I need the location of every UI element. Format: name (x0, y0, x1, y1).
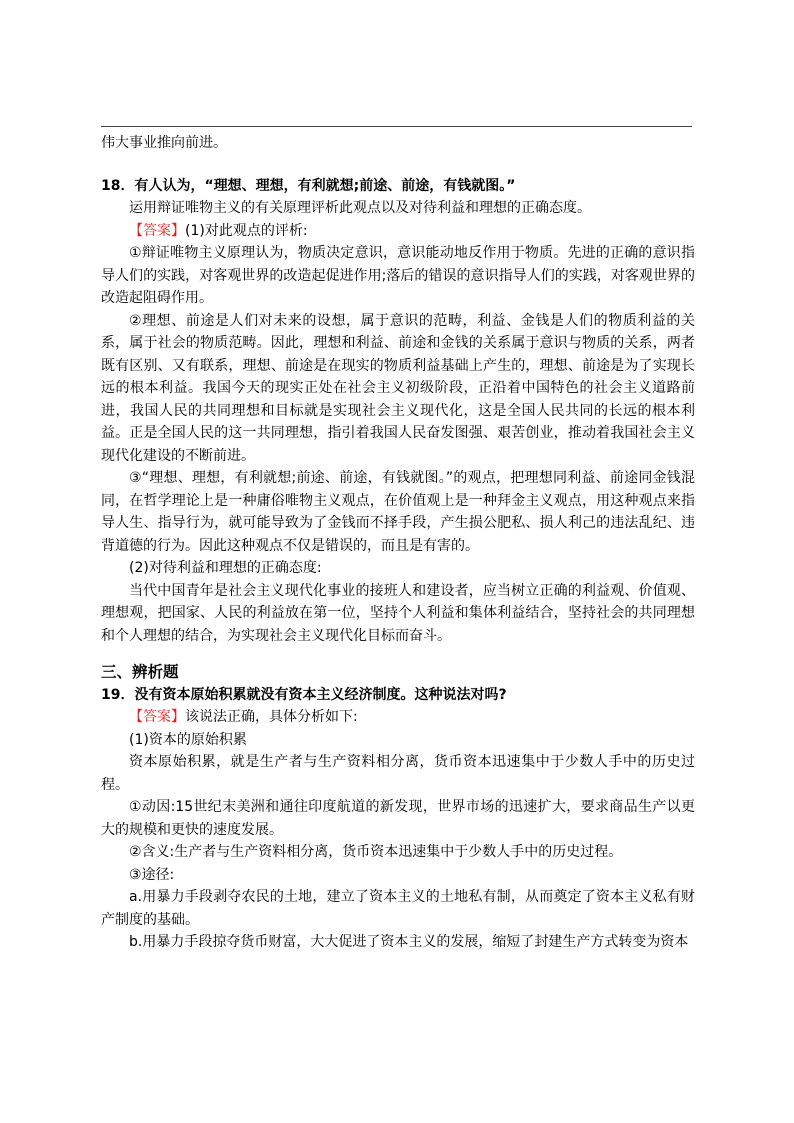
answer-paragraph: b.用暴力手段掠夺货币财富，大大促进了资本主义的发展，缩短了封建生产方式转变为资本 (129, 934, 689, 950)
continuation-line: 伟大事业推向前进。 (101, 135, 227, 151)
answer-paragraph: ②含义:生产者与生产资料相分离，货币资本迅速集中于少数人手中的历史过程。 (129, 844, 623, 860)
section-heading: 三、辨析题 (101, 663, 179, 681)
answer-paragraph: 资本原始积累，就是生产者与生产资料相分离，货币资本迅速集中于少数人手中的历史过程。 (101, 754, 695, 793)
answer-paragraph: a.用暴力手段剥夺农民的土地，建立了资本主义的土地私有制，从而奠定了资本主义私有财产制度的基础。 (101, 889, 695, 928)
question-19-title (101, 684, 695, 707)
answer-part-2-heading: (2)对待利益和理想的正确态度: (129, 560, 322, 576)
answer-paragraph: ②理想、前途是人们对未来的设想，属于意识的范畴，利益、金钱是人们的物质利益的关系，属于社会的物质范畴。因此，理想和利益、前途和金钱的关系属于意识与物质的关系，两者既有区别、又有联系，理想、前途是在现实的物质利益基础上产生的，理想、前途是为了实现长远的根本利益。我国今天的现实正处在社会主义初级阶段，正沿着中国特色的社会主义道路前进，我国人民的共同理想和目标就是实现社会主义现代化，这是全国人民共同的长远的根本利益。正是全国人民的这一共同理想，指引着我国人民奋发图强、艰苦创业，推动着我国社会主义现代化建设的不断前进。 (101, 312, 695, 464)
answer-paragraph: ③途径: (129, 866, 175, 883)
question-19-answer-head (101, 706, 695, 729)
question-18-answer-head (101, 220, 695, 243)
answer-part-1-heading: (1)资本的原始积累 (129, 731, 247, 748)
question-19-number: 19． (101, 686, 135, 703)
question-18-title (101, 175, 695, 198)
question-18-prompt: 运用辩证唯物主义的有关原理评析此观点以及对待利益和理想的正确态度。 (129, 200, 591, 216)
answer-paragraph: ①动因:15世纪末美洲和通往印度航道的新发现，世界市场的迅速扩大，要求商品生产以更大的规模和更快的速度发展。 (101, 799, 695, 838)
question-18-text: 有人认为，“理想、理想，有利就想;前途、前途，有钱就图。” (134, 177, 516, 194)
question-18-number: 18． (101, 177, 135, 194)
header-rule (101, 126, 692, 127)
answer-label: 【答案】 (129, 709, 185, 725)
question-19-text: 没有资本原始积累就没有资本主义经济制度。这种说法对吗? (134, 686, 507, 703)
answer-lead: 该说法正确，具体分析如下: (185, 709, 358, 725)
answer-paragraph: 当代中国青年是社会主义现代化事业的接班人和建设者，应当树立正确的利益观、价值观、理想观，把国家、人民的利益放在第一位，坚持个人利益和集体利益结合，坚持社会的共同理想和个人理想的结合，为实现社会主义现代化目标而奋斗。 (101, 582, 695, 644)
answer-paragraph: ①辩证唯物主义原理认为，物质决定意识，意识能动地反作用于物质。先进的正确的意识指导人们的实践，对客观世界的改造起促进作用;落后的错误的意识指导人们的实践，对客观世界的改造起阻碍作用。 (101, 245, 695, 306)
page-content (101, 132, 695, 954)
answer-label: 【答案】 (129, 222, 185, 239)
answer-part-1-heading: (1)对此观点的评析: (185, 222, 308, 239)
answer-paragraph: ③“理想、理想，有利就想;前途、前途，有钱就图。”的观点，把理想同利益、前途同金钱混同，在哲学理论上是一种庸俗唯物主义观点，在价值观上是一种拜金主义观点，用这种观点来指导人生、指导行为，就可能导致为了金钱而不择手段，产生损公肥私、损人利己的违法乱纪、违背道德的行为。因此这种观点不仅是错误的，而且是有害的。 (101, 470, 695, 554)
